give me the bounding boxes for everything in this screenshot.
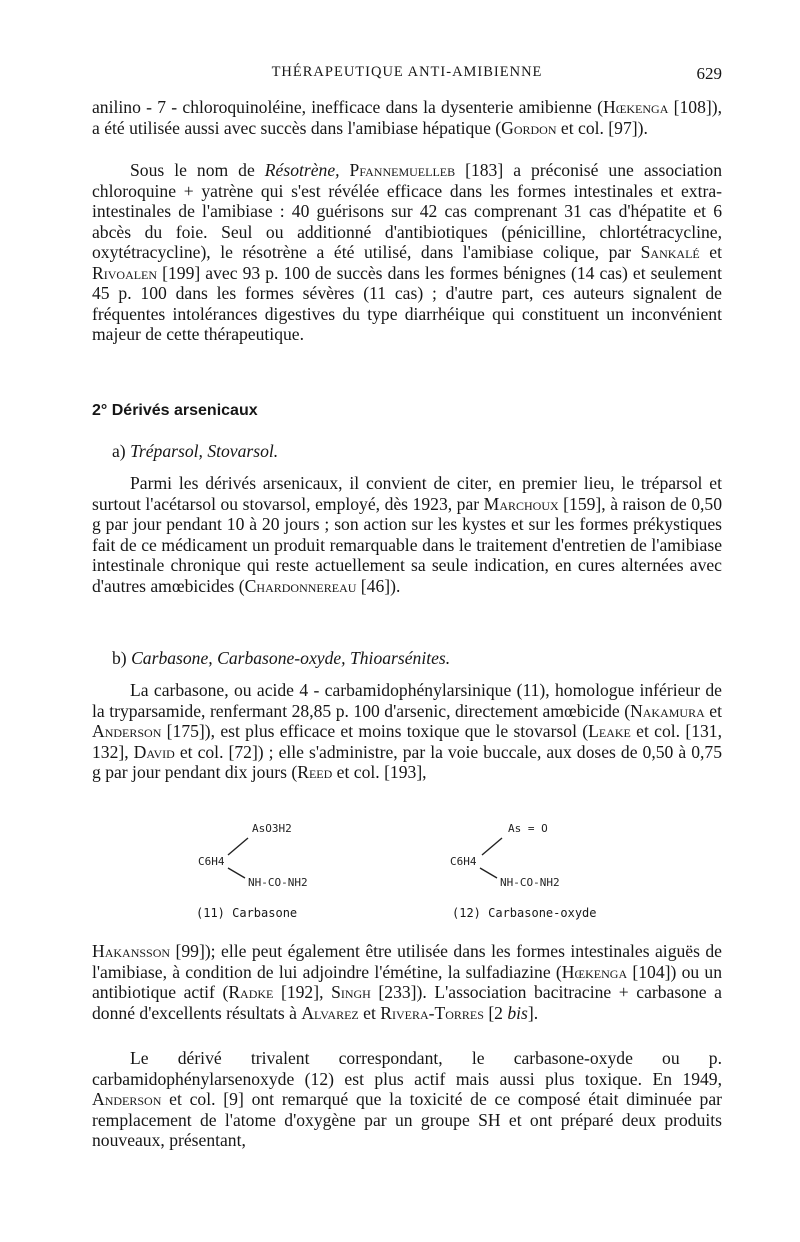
text-run: et col. [131, 132], [92,721,722,762]
text-run: [199] avec 93 p. 100 de succès dans les formes bénignes (14 cas) et seulement 45 p. 100 dans les formes sévères (11 cas) ; d'autre part, ces auteurs signalent de fréquentes intolérances digestives du type diarrhéique qui constituent un inconvénient majeur de cette thérapeutique. [92,262,722,344]
drug-name: Résotrène, [264,160,340,180]
text-run: et [699,242,722,262]
text-run: [2 [483,1002,508,1023]
author-name: Hakansson [92,941,171,961]
author-name: Radke [228,982,274,1002]
subheading-label: a) [112,441,131,461]
author-name: Marchoux [483,493,559,514]
running-title: THÉRAPEUTIQUE ANTI-AMIBIENNE [271,64,543,80]
subheading-title: Tréparsol, Stovarsol. [130,441,279,461]
section-heading-arsenicaux: 2° Dérivés arsenicaux [92,402,258,419]
author-name: Gordon [501,117,557,138]
text-run: [46]). [356,575,401,596]
text-run: [99]); elle peut également être utilisée dans les formes intestinales aiguës de l'amibiase, à condition de lui adjoindre l'émétine, la sulfadiazine ( [92,941,722,982]
paragraph-carbasone-oxyde [92,1048,722,1151]
author-name: Leake [588,721,631,741]
subheading-title: Carbasone, Carbasone-oxyde, Thioarsénites. [131,648,451,668]
formula-12-caption: (12) Carbasone-oxyde [452,906,597,920]
text-run: anilino - 7 - chloroquinoléine, inefficace dans la dysenterie amibienne ( [92,97,603,117]
text-run: ]. [527,1002,539,1023]
bond-line [228,838,248,855]
author-name: Hœkenga [561,961,628,982]
formula-11-caption: (11) Carbasone [196,906,298,920]
author-name: Pfannemuelleb [349,160,456,180]
author-name: Anderson [92,1089,162,1109]
formula-12-top: As = O [508,822,548,835]
subheading-treparsol [112,441,278,462]
bond-line [480,868,497,878]
bond-line [482,838,502,855]
text-run: Le dérivé trivalent correspondant, le carbasone-oxyde ou p. carbamidophénylarsenoxyde (12) est plus actif mais aussi plus toxique. En 1949, [92,1048,722,1089]
author-name: Hœkenga [602,97,669,117]
author-name: David [133,741,175,762]
text-run: [159], à raison de 0,50 g par jour pendant 10 à 20 jours ; son action sur les kystes et sur les formes prékystiques fait de ce médicament un produit remarquable dans le traitement d'entretien de l'amibiase intestinale chronique qui reste actuellement sa seule indication, en cures alternées avec d'autres amœbicides ( [92,493,722,596]
text-run: [183] a préconisé une association chloroquine + yatrène qui s'est révélée efficace dans les formes intestinales et extra-intestinales de l'amibiase : 40 guérisons sur 42 cas comprenant 31 cas d'hépatite et 6 abcès du foie. Seul ou additionné d'antibiotiques (pénicilline, chlortétracycline, oxytétracycline), le résotrène a été utilisé, dans l'amibiase colique, par [92,160,722,262]
paragraph-chloroquinoline [92,97,722,138]
author-name: Reed [297,762,333,782]
text-run: [175]), est plus efficace et moins toxique que le stovarsol ( [161,721,589,741]
paragraph-hakansson [92,941,722,1023]
text-run: La carbasone, ou acide 4 - carbamidophénylarsinique (11), homologue inférieur de la tryparsamide, renfermant 28,85 p. 100 d'arsenic, directement amœbicide ( [92,680,722,721]
author-name: Rivoalen [92,262,158,283]
text-run: et col. [97]). [556,117,648,138]
chemical-formulas [190,820,620,930]
paragraph-carbasone [92,680,722,783]
text-run: et col. [72]) ; elle s'administre, par la voie buccale, aux doses de 0,50 à 0,75 g par jour pendant dix jours ( [92,741,722,782]
formula-11-top: AsO3H2 [252,822,292,835]
subheading-label: b) [112,648,132,668]
text-run: [192], [273,982,332,1002]
paragraph-treparsol [92,473,722,596]
text-run: et [358,1002,381,1023]
formula-12-bottom: NH-CO-NH2 [500,876,560,889]
author-name: Chardonnereau [244,575,357,596]
author-name: Singh [331,982,371,1002]
text-run [340,160,350,180]
text-run: [108]), a été utilisée aussi avec succès dans l'amibiase hépatique ( [92,97,722,138]
paragraph-resotrene [92,160,722,345]
text-run: et col. [9] ont remarqué que la toxicité de ce composé était diminuée par remplacement de l'atome d'oxygène par un groupe SH et ont préparé deux produits nouveaux, présentant, [92,1089,722,1150]
author-name: Anderson [92,721,162,741]
author-name: Alvarez [301,1002,359,1023]
author-name: Rivera-Torres [380,1002,484,1023]
text-run: et col. [193], [332,762,427,782]
formula-11-bottom: NH-CO-NH2 [248,876,308,889]
subheading-carbasone [112,648,450,669]
page-number: 629 [696,64,722,83]
author-name: Sankalé [640,242,700,262]
formula-11-left: C6H4 [198,855,225,868]
bond-line [228,868,245,878]
text-run: [233]). L'association bacitracine + carbasone a donné d'excellents résultats à [92,982,722,1023]
text-run: Parmi les dérivés arsenicaux, il convient de citer, en premier lieu, le tréparsol et surtout l'acétarsol ou stovarsol, employé, dès 1923, par [92,473,722,514]
author-name: Nakamura [630,700,705,721]
italic-text: bis [507,1002,528,1023]
text-run: [104]) ou un antibiotique actif ( [92,961,723,1002]
page-header [92,64,722,86]
text-run: et [704,700,722,721]
formula-12-left: C6H4 [450,855,477,868]
text-run: Sous le nom de [130,160,265,180]
